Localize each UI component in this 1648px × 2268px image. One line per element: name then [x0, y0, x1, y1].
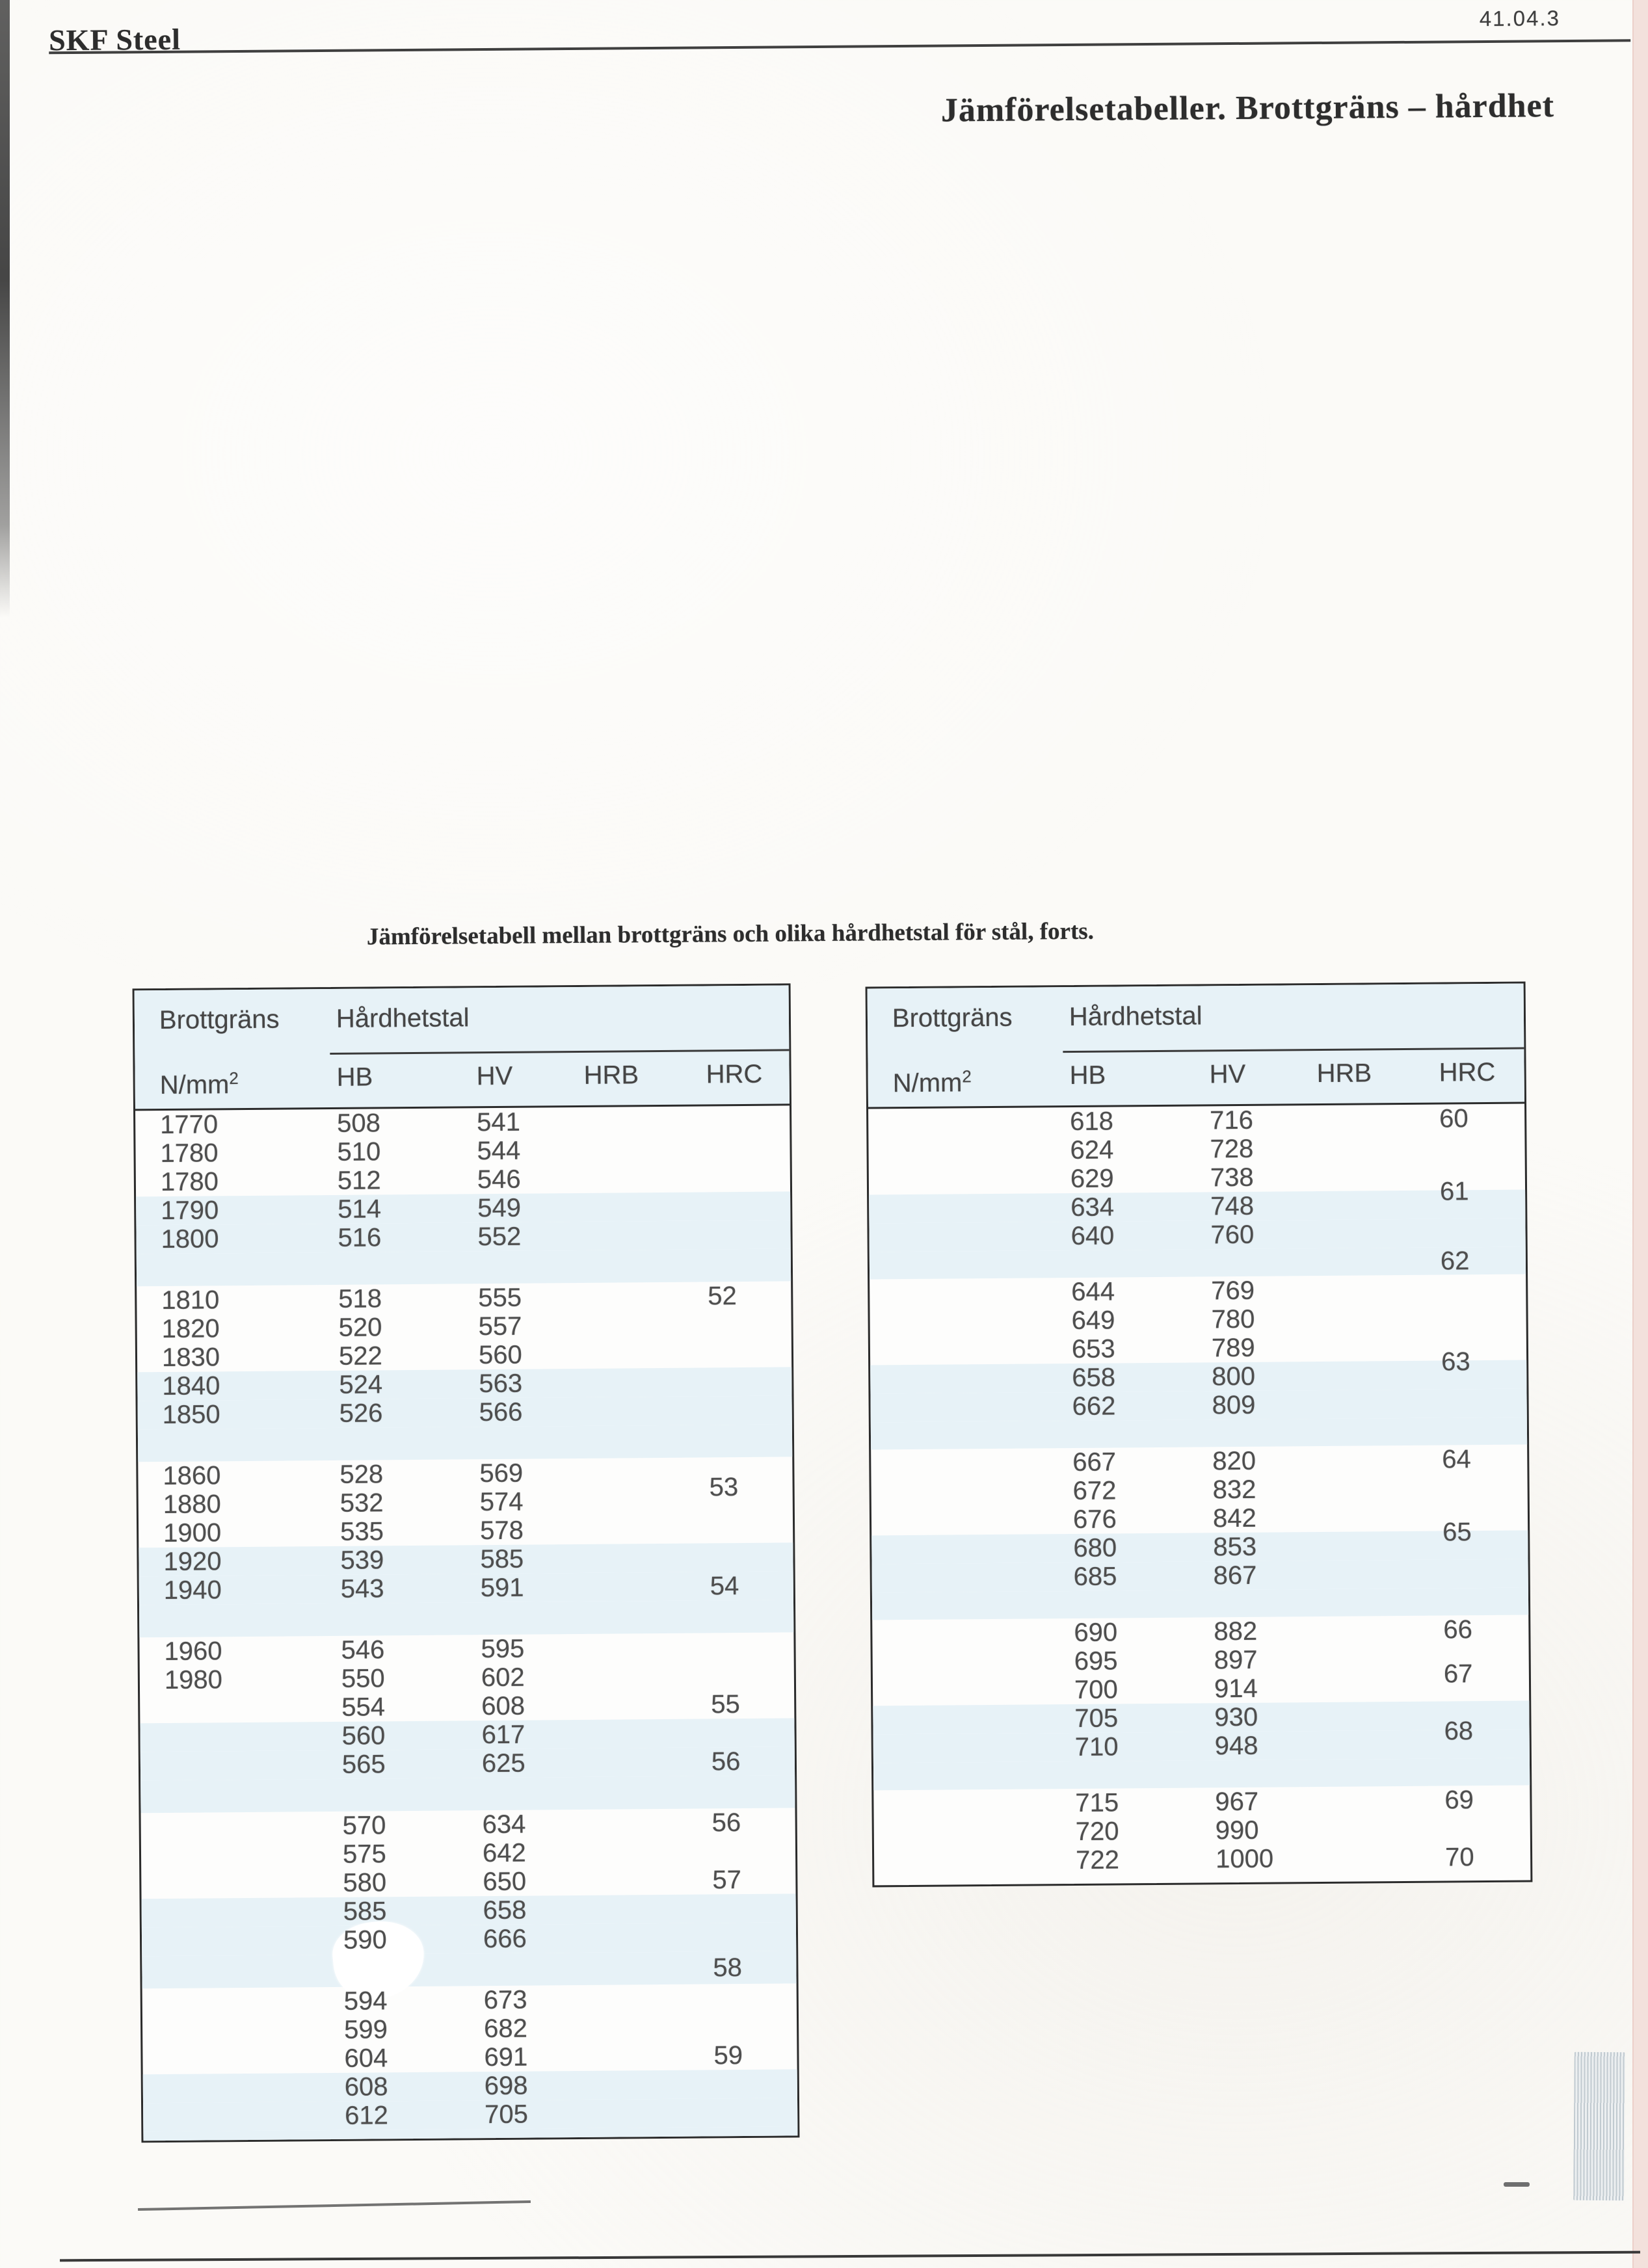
cell-n: 1980	[164, 1665, 223, 1694]
cell-hv: 557	[478, 1312, 522, 1341]
table-row	[870, 1360, 1526, 1394]
cell-hb: 518	[338, 1284, 382, 1313]
cell-hrc: 70	[1444, 1843, 1474, 1872]
cell-hb: 608	[344, 2072, 388, 2102]
cell-hv: 544	[477, 1136, 521, 1166]
cell-hv: 569	[479, 1458, 524, 1488]
table-row	[135, 1134, 790, 1168]
cell-hrc: 68	[1444, 1717, 1474, 1746]
cell-n: 1940	[163, 1576, 222, 1605]
cell-hb: 710	[1074, 1732, 1119, 1761]
column-group-hardhetstal: Hårdhetstal	[1069, 1001, 1203, 1032]
cell-hb: 700	[1074, 1675, 1118, 1705]
table-row	[143, 2098, 797, 2131]
table-row	[873, 1730, 1530, 1763]
cell-hb: 524	[339, 1370, 383, 1399]
cell-n: 1860	[163, 1461, 221, 1491]
cell-hrc: 63	[1441, 1347, 1470, 1377]
cell-hb: 532	[339, 1488, 384, 1518]
cell-hv: 658	[483, 1895, 527, 1925]
table-row	[873, 1786, 1530, 1819]
cell-hv: 769	[1211, 1276, 1255, 1306]
cell-n: 1790	[161, 1196, 219, 1226]
table-row	[139, 1485, 793, 1519]
table-row	[143, 2069, 797, 2103]
cell-hb: 624	[1070, 1135, 1114, 1165]
column-header-brottgrans: Brottgräns	[159, 1005, 280, 1035]
cell-hb: 535	[339, 1517, 384, 1546]
cell-hb: 653	[1071, 1334, 1115, 1364]
cell-hb: 516	[338, 1223, 382, 1252]
table-row	[138, 1395, 792, 1429]
cell-hb: 546	[341, 1635, 385, 1665]
table-row	[874, 1814, 1530, 1848]
spacer-row	[142, 1951, 796, 1988]
cell-hv: 820	[1212, 1446, 1256, 1476]
table-row	[140, 1747, 795, 1780]
cell-hb: 662	[1072, 1391, 1116, 1421]
cell-hrc: 64	[1442, 1445, 1471, 1474]
table-row	[869, 1219, 1525, 1252]
cell-hb: 722	[1075, 1845, 1120, 1875]
cell-hb: 594	[343, 1986, 388, 2016]
cell-hb: 604	[344, 2044, 388, 2073]
cell-hb: 705	[1074, 1704, 1119, 1734]
table-row	[872, 1615, 1528, 1649]
header-divider	[1063, 1048, 1524, 1053]
cell-hb: 634	[1070, 1193, 1115, 1222]
cell-hv: 574	[479, 1487, 524, 1517]
table-row	[137, 1281, 791, 1315]
cell-hv: 809	[1212, 1390, 1256, 1420]
cell-hb: 658	[1072, 1363, 1116, 1393]
cell-hv: 867	[1213, 1561, 1257, 1590]
cell-hb: 543	[340, 1574, 384, 1603]
column-header-hrc: HRC	[706, 1059, 763, 1089]
cell-hb: 649	[1071, 1306, 1115, 1336]
cell-hv: 625	[481, 1748, 525, 1778]
table-row	[142, 1983, 797, 2017]
column-header-hv: HV	[476, 1061, 513, 1091]
spacer-row	[137, 1248, 791, 1286]
cell-hrc: 55	[711, 1690, 740, 1719]
cell-hrc: 67	[1443, 1659, 1473, 1689]
cell-hv: 698	[484, 2071, 528, 2101]
cell-n: 1770	[160, 1110, 219, 1140]
table-row	[142, 1922, 796, 1956]
cell-hv: 673	[483, 1985, 527, 2015]
table-row	[868, 1104, 1524, 1138]
cell-hrc: 66	[1443, 1615, 1473, 1644]
cell-hrc: 54	[710, 1572, 739, 1601]
cell-hrc: 58	[713, 1953, 743, 1983]
table-header	[135, 985, 790, 1111]
cell-hb: 612	[345, 2101, 389, 2130]
unit-text: N/mm	[892, 1068, 963, 1098]
cell-hv: 560	[478, 1340, 522, 1370]
cell-hrc: 69	[1444, 1786, 1474, 1815]
table-row	[140, 1689, 794, 1723]
cell-hv: 930	[1214, 1702, 1258, 1732]
spacer-row	[140, 1775, 795, 1813]
cell-hv: 608	[481, 1691, 525, 1721]
column-header-hrc: HRC	[1439, 1057, 1496, 1087]
cell-hv: 780	[1211, 1304, 1255, 1334]
cell-hb: 680	[1073, 1533, 1117, 1563]
cell-hb: 618	[1070, 1107, 1114, 1137]
cell-hb: 672	[1072, 1476, 1117, 1506]
cell-hrc: 57	[712, 1866, 742, 1895]
column-header-hb: HB	[336, 1062, 373, 1092]
cell-n: 1850	[162, 1400, 220, 1430]
cell-hb: 508	[337, 1109, 381, 1138]
cell-hv: 760	[1210, 1220, 1255, 1250]
header-rule	[49, 39, 1630, 54]
cell-n: 1920	[163, 1547, 222, 1576]
cell-hb: 644	[1071, 1277, 1115, 1307]
table-row	[871, 1473, 1528, 1507]
cell-hv: 546	[477, 1165, 521, 1194]
cell-n: 1830	[161, 1343, 220, 1373]
cell-hb: 522	[338, 1341, 382, 1371]
cell-hb: 599	[343, 2015, 388, 2044]
cell-hb: 565	[341, 1750, 386, 1779]
cell-hb: 695	[1074, 1646, 1118, 1676]
cell-n: 1780	[160, 1167, 219, 1197]
cell-hv: 595	[481, 1634, 525, 1664]
cell-hb: 526	[339, 1399, 383, 1428]
cell-hv: 563	[479, 1369, 523, 1399]
cell-hv: 705	[485, 2100, 529, 2130]
cell-hv: 832	[1212, 1475, 1256, 1505]
cell-hv: 578	[479, 1516, 524, 1546]
cell-hb: 575	[342, 1839, 386, 1869]
cell-hv: 617	[481, 1720, 525, 1750]
table-row	[870, 1303, 1526, 1337]
table-body	[868, 1104, 1530, 1886]
cell-n: 1810	[161, 1286, 220, 1315]
cell-hv: 800	[1212, 1362, 1256, 1391]
column-group-hardhetstal: Hårdhetstal	[336, 1003, 470, 1033]
unit-superscript: 2	[962, 1066, 972, 1087]
cell-hv: 555	[478, 1283, 522, 1313]
table-caption: Jämförelsetabell mellan brottgräns och olika hårdhetstal för stål, forts.	[366, 917, 1095, 951]
table-row	[136, 1163, 790, 1196]
table-row	[137, 1310, 791, 1343]
page-title: Jämförelsetabeller. Brottgräns – hårdhet	[940, 87, 1555, 129]
table-header	[868, 984, 1524, 1109]
table-row	[141, 1865, 795, 1899]
cell-n: 1840	[162, 1371, 220, 1401]
cell-hrc: 65	[1442, 1518, 1472, 1547]
table-row	[135, 1105, 790, 1139]
header-divider	[330, 1049, 789, 1055]
table-row	[870, 1389, 1526, 1423]
cell-hv: 650	[483, 1867, 527, 1897]
cell-hv: 591	[480, 1573, 524, 1603]
table-row	[140, 1718, 794, 1752]
cell-hb: 514	[338, 1194, 382, 1224]
cell-hv: 853	[1213, 1532, 1257, 1562]
page-number: 41.04.3	[1479, 6, 1561, 31]
cell-hb: 715	[1075, 1788, 1119, 1817]
cell-hrc: 59	[713, 2041, 743, 2070]
cell-hv: 842	[1212, 1503, 1256, 1533]
spacer-row	[138, 1424, 792, 1462]
column-header-hrb: HRB	[583, 1061, 639, 1090]
cell-hrc: 62	[1440, 1246, 1470, 1276]
table-row	[141, 1836, 795, 1870]
cell-n: 1820	[161, 1314, 220, 1344]
table-row	[869, 1190, 1525, 1224]
cell-n: 1900	[163, 1518, 222, 1548]
column-header-nmm2	[159, 1064, 239, 1100]
table-row	[868, 1133, 1524, 1167]
cell-hv: 682	[483, 2014, 528, 2044]
table-row	[871, 1531, 1528, 1564]
spacer-row	[139, 1600, 793, 1637]
table-row	[136, 1220, 790, 1254]
column-header-nmm2	[892, 1062, 972, 1098]
cell-hb: 629	[1070, 1164, 1114, 1194]
table-row	[141, 1808, 795, 1841]
cell-hrc: 61	[1439, 1177, 1469, 1206]
cell-hrc: 56	[711, 1808, 741, 1838]
cell-hv: 634	[482, 1810, 526, 1839]
cell-hb: 585	[343, 1897, 387, 1926]
cell-hv: 728	[1210, 1134, 1254, 1164]
cell-hb: 690	[1074, 1618, 1118, 1648]
column-header-hb: HB	[1069, 1061, 1106, 1090]
cell-hb: 554	[341, 1693, 386, 1722]
table-row	[139, 1514, 793, 1548]
cell-hv: 748	[1210, 1191, 1255, 1221]
table-body	[135, 1105, 797, 2141]
column-header-brottgrans: Brottgräns	[892, 1003, 1013, 1033]
cell-hb: 667	[1072, 1447, 1117, 1477]
table-row	[139, 1571, 793, 1605]
table-row	[137, 1338, 791, 1372]
cell-hv: 789	[1211, 1333, 1255, 1363]
cell-hb: 640	[1070, 1221, 1115, 1251]
cell-hb: 550	[341, 1664, 385, 1693]
table-row	[137, 1367, 791, 1401]
cell-hv: 549	[477, 1193, 522, 1223]
table-row	[142, 2040, 797, 2074]
cell-hv: 990	[1215, 1815, 1259, 1845]
cell-hv: 566	[479, 1397, 523, 1427]
unit-superscript: 2	[229, 1068, 239, 1088]
comparison-table-left	[133, 983, 800, 2143]
brand-title: SKF Steel	[48, 22, 181, 57]
cell-hb: 676	[1072, 1505, 1117, 1535]
cell-hb: 590	[343, 1925, 387, 1955]
table-row	[873, 1672, 1529, 1706]
cell-n: 1960	[164, 1637, 222, 1666]
cell-hb: 510	[337, 1137, 381, 1167]
cell-hrc: 52	[708, 1282, 737, 1311]
comparison-table-right	[866, 982, 1533, 1888]
table-row	[142, 2012, 797, 2046]
table-row	[874, 1843, 1530, 1877]
column-header-hv: HV	[1209, 1059, 1246, 1089]
cell-hv: 967	[1215, 1787, 1259, 1817]
table-row	[140, 1661, 794, 1694]
cell-hb: 512	[337, 1166, 381, 1195]
cell-hv: 897	[1214, 1645, 1258, 1675]
cell-hv: 691	[484, 2042, 528, 2072]
cell-hrc: 53	[709, 1473, 739, 1502]
table-row	[136, 1191, 790, 1225]
cell-hv: 948	[1214, 1731, 1258, 1761]
cell-hv: 552	[477, 1222, 522, 1252]
cell-hb: 528	[339, 1460, 384, 1489]
cell-hv: 666	[483, 1924, 527, 1954]
table-row	[872, 1559, 1528, 1593]
cell-hb: 570	[342, 1811, 386, 1840]
cell-hb: 539	[340, 1546, 384, 1575]
cell-hb: 520	[338, 1313, 382, 1342]
cell-hb: 580	[343, 1868, 387, 1897]
cell-n: 1880	[163, 1490, 221, 1519]
cell-hv: 1000	[1215, 1844, 1274, 1874]
cell-hv: 602	[481, 1663, 525, 1693]
cell-hv: 716	[1210, 1105, 1254, 1135]
table-row	[871, 1445, 1527, 1479]
cell-hrc: 60	[1439, 1104, 1469, 1133]
cell-hv: 642	[482, 1838, 526, 1868]
cell-hb: 720	[1075, 1817, 1119, 1846]
table-row	[139, 1632, 793, 1666]
cell-hb: 685	[1073, 1562, 1117, 1592]
unit-text: N/mm	[159, 1070, 230, 1100]
cell-hv: 541	[477, 1107, 521, 1137]
cell-hv: 914	[1214, 1674, 1258, 1704]
table-row	[870, 1274, 1526, 1308]
cell-n: 1780	[160, 1139, 219, 1168]
cell-hrc: 56	[711, 1747, 741, 1776]
cell-hb: 560	[341, 1721, 386, 1750]
cell-n: 1800	[161, 1224, 219, 1254]
table-row	[142, 1893, 796, 1927]
cell-hv: 882	[1214, 1616, 1258, 1646]
cell-hv: 585	[480, 1544, 524, 1574]
cell-hv: 738	[1210, 1163, 1254, 1193]
table-row	[139, 1542, 793, 1576]
column-header-hrb: HRB	[1316, 1059, 1372, 1088]
